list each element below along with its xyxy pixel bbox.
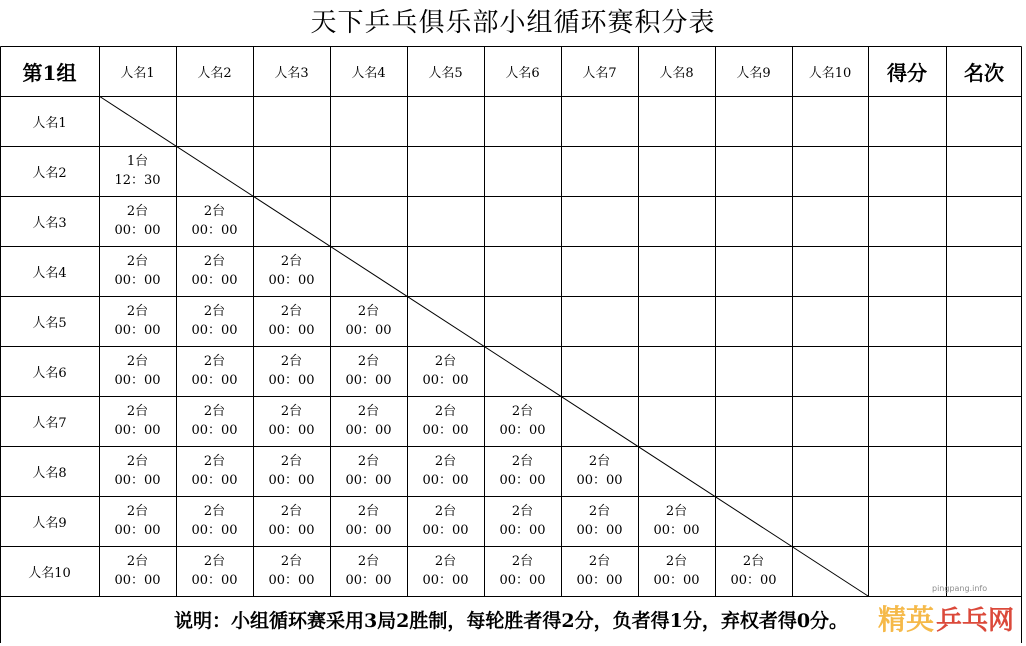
match-table: 2台 [203, 204, 226, 219]
match-table: 2台 [434, 354, 457, 369]
match-cell [484, 496, 561, 546]
match-cell [99, 246, 176, 296]
match-time: 00：00 [114, 473, 161, 488]
match-table: 2台 [126, 404, 149, 419]
match-time: 00：00 [114, 223, 161, 238]
match-table: 2台 [203, 354, 226, 369]
match-table: 1台 [126, 154, 149, 169]
match-cell [330, 496, 407, 546]
match-cell [99, 196, 176, 246]
match-time: 00：00 [114, 323, 161, 338]
row-header-player: 人名6 [32, 365, 67, 381]
match-time: 00：00 [268, 573, 315, 588]
match-table: 2台 [280, 454, 303, 469]
match-time: 00：00 [191, 473, 238, 488]
watermark-logo-text-b: 乒乓网 [936, 606, 1015, 636]
match-cell [638, 546, 715, 596]
match-time: 00：00 [191, 323, 238, 338]
match-cell [253, 496, 330, 546]
match-cell [330, 446, 407, 496]
score-header: 得分 [887, 60, 927, 85]
match-table: 2台 [280, 404, 303, 419]
match-time: 00：00 [191, 223, 238, 238]
match-table: 2台 [126, 254, 149, 269]
match-time: 00：00 [422, 573, 469, 588]
column-header-player: 人名5 [428, 65, 463, 81]
match-table: 2台 [511, 554, 534, 569]
match-time: 00：00 [114, 373, 161, 388]
match-time: 00：00 [345, 473, 392, 488]
row-header-player: 人名7 [32, 415, 67, 431]
match-cell [176, 296, 253, 346]
column-header-player: 人名9 [736, 65, 771, 81]
match-cell [484, 396, 561, 446]
match-time: 00：00 [345, 373, 392, 388]
match-time: 00：00 [576, 523, 623, 538]
match-table: 2台 [665, 504, 688, 519]
match-table: 2台 [357, 454, 380, 469]
match-cell [99, 296, 176, 346]
match-time: 00：00 [653, 573, 700, 588]
match-time: 00：00 [499, 573, 546, 588]
match-table: 2台 [357, 404, 380, 419]
match-table: 2台 [203, 304, 226, 319]
column-header-player: 人名4 [351, 65, 386, 81]
match-time: 00：00 [422, 473, 469, 488]
match-cell [330, 346, 407, 396]
rank-header: 名次 [964, 60, 1004, 85]
match-table: 2台 [203, 554, 226, 569]
rules-note: 说明：小组循环赛采用3局2胜制，每轮胜者得2分，负者得1分，弃权者得0分。 [173, 610, 849, 632]
match-cell [253, 396, 330, 446]
match-time: 00：00 [576, 573, 623, 588]
match-time: 00：00 [114, 573, 161, 588]
match-table: 2台 [665, 554, 688, 569]
match-time: 00：00 [268, 473, 315, 488]
match-time: 12：30 [114, 173, 161, 188]
column-header-player: 人名6 [505, 65, 540, 81]
match-table: 2台 [588, 454, 611, 469]
match-cell [561, 446, 638, 496]
match-time: 00：00 [268, 323, 315, 338]
column-header-player: 人名10 [808, 65, 852, 81]
match-cell [407, 496, 484, 546]
match-time: 00：00 [114, 523, 161, 538]
match-cell [330, 396, 407, 446]
match-cell [99, 446, 176, 496]
match-time: 00：00 [345, 573, 392, 588]
match-table: 2台 [126, 354, 149, 369]
match-table: 2台 [588, 504, 611, 519]
row-header-player: 人名8 [32, 465, 67, 481]
match-table: 2台 [280, 504, 303, 519]
match-cell [407, 346, 484, 396]
match-table: 2台 [203, 404, 226, 419]
match-cell [99, 346, 176, 396]
match-time: 00：00 [422, 523, 469, 538]
row-header-player: 人名5 [32, 315, 67, 331]
row-header-player: 人名4 [32, 265, 67, 281]
match-cell [176, 496, 253, 546]
match-time: 00：00 [114, 423, 161, 438]
match-table: 2台 [203, 254, 226, 269]
match-time: 00：00 [499, 473, 546, 488]
match-table: 2台 [511, 504, 534, 519]
match-cell [407, 546, 484, 596]
match-table: 2台 [280, 354, 303, 369]
match-cell [484, 446, 561, 496]
match-cell [638, 496, 715, 546]
match-cell [176, 346, 253, 396]
match-time: 00：00 [191, 273, 238, 288]
match-cell [99, 496, 176, 546]
match-table: 2台 [511, 404, 534, 419]
match-table: 2台 [203, 504, 226, 519]
match-table: 2台 [588, 554, 611, 569]
match-cell [715, 546, 792, 596]
match-time: 00：00 [268, 273, 315, 288]
column-header-player: 人名3 [274, 65, 309, 81]
match-time: 00：00 [191, 423, 238, 438]
match-table: 2台 [742, 554, 765, 569]
match-cell [99, 146, 176, 196]
match-time: 00：00 [268, 423, 315, 438]
match-cell [253, 546, 330, 596]
match-time: 00：00 [499, 523, 546, 538]
match-table: 2台 [434, 454, 457, 469]
match-table: 2台 [280, 304, 303, 319]
match-cell [176, 196, 253, 246]
page-title: 天下乒乓俱乐部小组循环赛积分表 [310, 8, 716, 38]
match-cell [330, 546, 407, 596]
column-header-player: 人名2 [197, 65, 232, 81]
match-time: 00：00 [268, 523, 315, 538]
match-cell [330, 296, 407, 346]
match-cell [484, 546, 561, 596]
match-time: 00：00 [499, 423, 546, 438]
watermark-url: pingpang.info [932, 584, 988, 593]
match-cell [176, 246, 253, 296]
match-table: 2台 [280, 254, 303, 269]
match-table: 2台 [126, 204, 149, 219]
match-table: 2台 [126, 454, 149, 469]
match-table: 2台 [357, 504, 380, 519]
watermark-logo-text-a: 精英 [878, 603, 935, 636]
match-time: 00：00 [345, 423, 392, 438]
match-time: 00：00 [345, 523, 392, 538]
match-table: 2台 [126, 504, 149, 519]
match-time: 00：00 [730, 573, 777, 588]
match-time: 00：00 [191, 523, 238, 538]
match-time: 00：00 [191, 373, 238, 388]
match-cell [176, 396, 253, 446]
match-table: 2台 [434, 554, 457, 569]
match-table: 2台 [434, 504, 457, 519]
row-header-player: 人名1 [32, 115, 67, 131]
match-table: 2台 [511, 454, 534, 469]
match-table: 2台 [126, 304, 149, 319]
match-table: 2台 [357, 554, 380, 569]
match-table: 2台 [126, 554, 149, 569]
match-cell [99, 396, 176, 446]
match-table: 2台 [280, 554, 303, 569]
match-cell [176, 446, 253, 496]
row-header-player: 人名10 [28, 565, 71, 581]
column-header-player: 人名7 [582, 65, 617, 81]
row-header-player: 人名2 [32, 165, 67, 181]
match-cell [407, 396, 484, 446]
match-time: 00：00 [114, 273, 161, 288]
match-time: 00：00 [653, 523, 700, 538]
match-time: 00：00 [422, 423, 469, 438]
match-cell [561, 496, 638, 546]
match-table: 2台 [203, 454, 226, 469]
match-time: 00：00 [576, 473, 623, 488]
row-header-player: 人名3 [32, 215, 67, 231]
column-header-player: 人名8 [659, 65, 694, 81]
watermark-logo [862, 598, 1022, 644]
match-time: 00：00 [345, 323, 392, 338]
group-label: 第1组 [22, 60, 77, 85]
match-time: 00：00 [191, 573, 238, 588]
match-table: 2台 [357, 354, 380, 369]
match-cell [253, 346, 330, 396]
row-header-player: 人名9 [32, 515, 67, 531]
match-time: 00：00 [268, 373, 315, 388]
match-cell [99, 546, 176, 596]
match-cell [253, 296, 330, 346]
match-cell [407, 446, 484, 496]
column-header-player: 人名1 [120, 65, 155, 81]
match-cell [253, 246, 330, 296]
match-cell [561, 546, 638, 596]
match-cell [176, 546, 253, 596]
match-cell [253, 446, 330, 496]
round-robin-score-table [0, 46, 1022, 643]
match-table: 2台 [434, 404, 457, 419]
match-table: 2台 [357, 304, 380, 319]
match-time: 00：00 [422, 373, 469, 388]
